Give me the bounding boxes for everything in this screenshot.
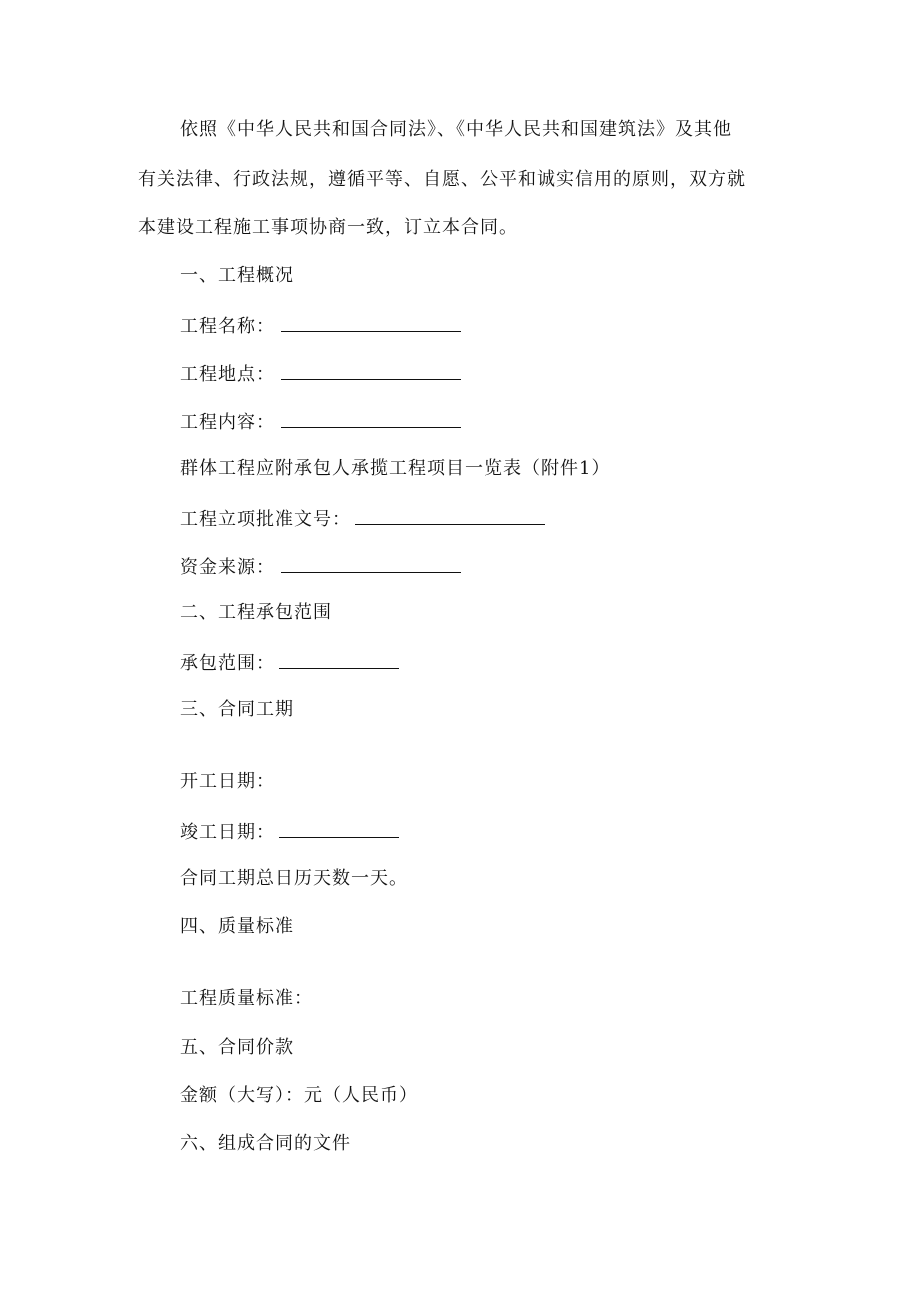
- section-heading-contract-documents: 六、组成合同的文件: [180, 1133, 351, 1154]
- field-project-name: [180, 313, 461, 339]
- section-heading-contract-price: 五、合同价款: [180, 1037, 294, 1058]
- field-scope: [180, 650, 399, 676]
- field-completion-date: [180, 819, 399, 845]
- group-project-note: 群体工程应附承包人承揽工程项目一览表（附件1）: [180, 458, 611, 479]
- section-heading-contract-scope: 二、工程承包范围: [180, 602, 332, 623]
- field-fund-source: [180, 554, 461, 580]
- intro-paragraph-line-2: 有关法律、行政法规，遵循平等、自愿、公平和诚实信用的原则，双方就: [138, 169, 746, 190]
- field-approval-number-label: 工程立项批准文号：: [180, 509, 351, 530]
- scope-blank: [279, 650, 399, 669]
- field-project-location-label: 工程地点：: [180, 364, 275, 385]
- project-location-blank: [281, 361, 461, 380]
- approval-number-blank: [355, 506, 545, 525]
- field-project-content-label: 工程内容：: [180, 412, 275, 433]
- section-heading-contract-period: 三、合同工期: [180, 699, 294, 720]
- field-approval-number: [180, 506, 545, 532]
- completion-date-blank: [279, 819, 399, 838]
- field-project-name-label: 工程名称：: [180, 316, 275, 337]
- intro-paragraph-line-1: 依照《中华人民共和国合同法》、《中华人民共和国建筑法》及其他: [180, 119, 732, 140]
- project-name-blank: [281, 313, 461, 332]
- field-project-content: [180, 409, 461, 435]
- project-content-blank: [281, 409, 461, 428]
- field-fund-source-label: 资金来源：: [180, 557, 275, 578]
- field-start-date: 开工日期：: [180, 771, 275, 792]
- section-heading-project-overview: 一、工程概况: [180, 265, 294, 286]
- intro-paragraph-line-3: 本建设工程施工事项协商一致，订立本合同。: [138, 217, 518, 238]
- fund-source-blank: [281, 554, 461, 573]
- field-completion-date-label: 竣工日期：: [180, 822, 275, 843]
- field-quality-standard: 工程质量标准：: [180, 988, 313, 1009]
- field-amount: 金额（大写）：元（人民币）: [180, 1085, 418, 1106]
- section-heading-quality-standard: 四、质量标准: [180, 916, 294, 937]
- field-scope-label: 承包范围：: [180, 653, 275, 674]
- field-project-location: [180, 361, 461, 387]
- total-calendar-days: 合同工期总日历天数一天。: [180, 868, 408, 889]
